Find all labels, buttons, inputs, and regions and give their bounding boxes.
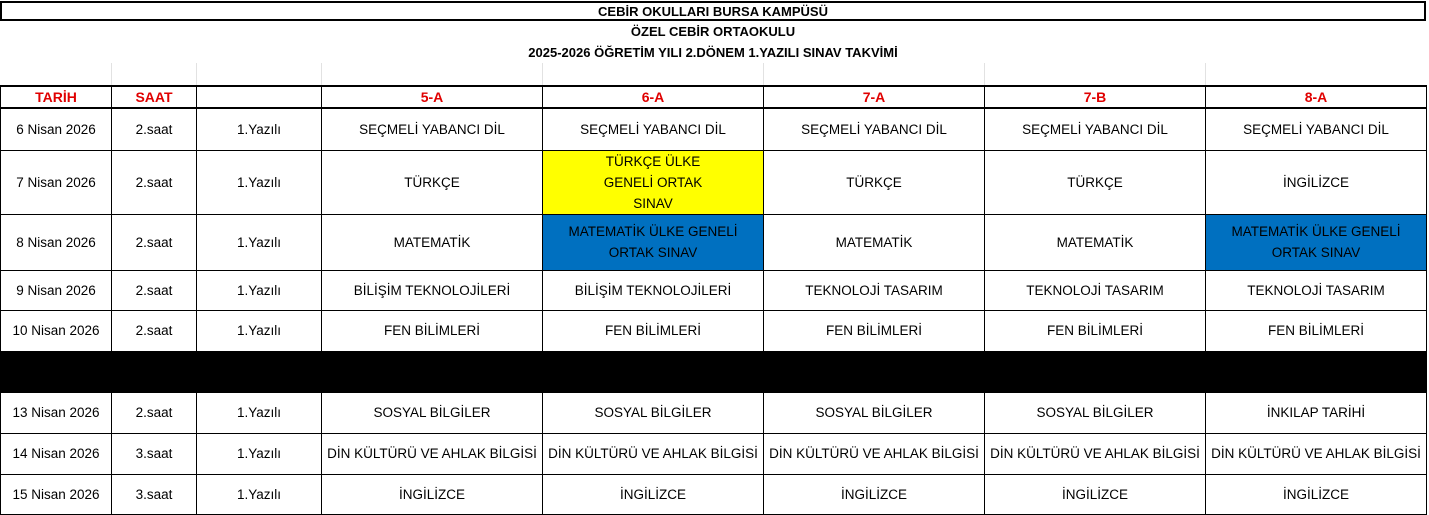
cell-time: 2.saat <box>112 270 197 310</box>
cell-date: 8 Nisan 2026 <box>1 214 112 270</box>
cell-7a: TEKNOLOJİ TASARIM <box>764 270 985 310</box>
cell-7b: DİN KÜLTÜRÜ VE AHLAK BİLGİSİ <box>985 433 1206 474</box>
cell-5a: SEÇMELİ YABANCI DİL <box>322 108 543 150</box>
table-row <box>1 270 1427 310</box>
cell-7a: FEN BİLİMLERİ <box>764 310 985 351</box>
cell-exam: 1.Yazılı <box>197 108 322 150</box>
cell-time: 2.saat <box>112 392 197 433</box>
school-name: ÖZEL CEBİR ORTAOKULU <box>630 24 796 39</box>
exam-schedule-table <box>0 85 1427 515</box>
cell-exam: 1.Yazılı <box>197 433 322 474</box>
cell-time: 3.saat <box>112 433 197 474</box>
cell-date: 15 Nisan 2026 <box>1 474 112 514</box>
cell-5a: FEN BİLİMLERİ <box>322 310 543 351</box>
cell-7b: TÜRKÇE <box>985 150 1206 214</box>
cell-7b: SEÇMELİ YABANCI DİL <box>985 108 1206 150</box>
table-row <box>1 310 1427 351</box>
col-header-6a: 6-A <box>543 86 764 108</box>
cell-8a: İNKILAP TARİHİ <box>1206 392 1427 433</box>
cell-8a: İNGİLİZCE <box>1206 474 1427 514</box>
table-header-row <box>1 86 1427 108</box>
table-row <box>1 474 1427 514</box>
cell-exam: 1.Yazılı <box>197 392 322 433</box>
cell-exam: 1.Yazılı <box>197 270 322 310</box>
cell-time: 2.saat <box>112 108 197 150</box>
cell-7b: TEKNOLOJİ TASARIM <box>985 270 1206 310</box>
col-header-7b: 7-B <box>985 86 1206 108</box>
cell-7b: FEN BİLİMLERİ <box>985 310 1206 351</box>
col-header-7a: 7-A <box>764 86 985 108</box>
cell-5a: İNGİLİZCE <box>322 474 543 514</box>
table-row <box>1 392 1427 433</box>
black-separator-bar <box>1 351 1427 392</box>
col-header-8a: 8-A <box>1206 86 1427 108</box>
cell-7b: MATEMATİK <box>985 214 1206 270</box>
cell-date: 9 Nisan 2026 <box>1 270 112 310</box>
cell-6a: DİN KÜLTÜRÜ VE AHLAK BİLGİSİ <box>543 433 764 474</box>
cell-7a: SOSYAL BİLGİLER <box>764 392 985 433</box>
cell-7a: TÜRKÇE <box>764 150 985 214</box>
cell-exam: 1.Yazılı <box>197 310 322 351</box>
cell-exam: 1.Yazılı <box>197 474 322 514</box>
table-row <box>1 214 1427 270</box>
cell-6a: SEÇMELİ YABANCI DİL <box>543 108 764 150</box>
cell-8a: FEN BİLİMLERİ <box>1206 310 1427 351</box>
cell-time: 2.saat <box>112 310 197 351</box>
cell-time: 2.saat <box>112 214 197 270</box>
col-header-5a: 5-A <box>322 86 543 108</box>
cell-6a: FEN BİLİMLERİ <box>543 310 764 351</box>
cell-6a: İNGİLİZCE <box>543 474 764 514</box>
table-row <box>1 433 1427 474</box>
cell-7a: SEÇMELİ YABANCI DİL <box>764 108 985 150</box>
table-row <box>1 150 1427 214</box>
cell-5a: BİLİŞİM TEKNOLOJİLERİ <box>322 270 543 310</box>
cell-8a: SEÇMELİ YABANCI DİL <box>1206 108 1427 150</box>
cell-date: 10 Nisan 2026 <box>1 310 112 351</box>
cell-5a: TÜRKÇE <box>322 150 543 214</box>
cell-7b: SOSYAL BİLGİLER <box>985 392 1206 433</box>
cell-date: 7 Nisan 2026 <box>1 150 112 214</box>
weekend-separator <box>1 351 1427 392</box>
cell-time: 3.saat <box>112 474 197 514</box>
campus-title: CEBİR OKULLARI BURSA KAMPÜSÜ <box>0 1 1426 21</box>
cell-5a: MATEMATİK <box>322 214 543 270</box>
cell-7a: İNGİLİZCE <box>764 474 985 514</box>
cell-7a: MATEMATİK <box>764 214 985 270</box>
cell-7a: DİN KÜLTÜRÜ VE AHLAK BİLGİSİ <box>764 433 985 474</box>
cell-8a: İNGİLİZCE <box>1206 150 1427 214</box>
cell-6a: BİLİŞİM TEKNOLOJİLERİ <box>543 270 764 310</box>
cell-5a: SOSYAL BİLGİLER <box>322 392 543 433</box>
cell-8a: TEKNOLOJİ TASARIM <box>1206 270 1427 310</box>
schedule-title: 2025-2026 ÖĞRETİM YILI 2.DÖNEM 1.YAZILI SINAV TAKVİMİ <box>528 45 898 60</box>
col-header-time: SAAT <box>112 86 197 108</box>
cell-8a: DİN KÜLTÜRÜ VE AHLAK BİLGİSİ <box>1206 433 1427 474</box>
cell-date: 14 Nisan 2026 <box>1 433 112 474</box>
cell-exam: 1.Yazılı <box>197 150 322 214</box>
cell-time: 2.saat <box>112 150 197 214</box>
cell-6a-highlight-yellow: TÜRKÇE ÜLKE GENELİ ORTAK SINAV <box>543 150 764 214</box>
cell-exam: 1.Yazılı <box>197 214 322 270</box>
col-header-date: TARİH <box>1 86 112 108</box>
cell-8a-highlight-blue: MATEMATİK ÜLKE GENELİ ORTAK SINAV <box>1206 214 1427 270</box>
cell-date: 6 Nisan 2026 <box>1 108 112 150</box>
col-header-exam <box>197 86 322 108</box>
cell-5a: DİN KÜLTÜRÜ VE AHLAK BİLGİSİ <box>322 433 543 474</box>
cell-6a-highlight-blue: MATEMATİK ÜLKE GENELİ ORTAK SINAV <box>543 214 764 270</box>
cell-date: 13 Nisan 2026 <box>1 392 112 433</box>
cell-6a: SOSYAL BİLGİLER <box>543 392 764 433</box>
table-row <box>1 108 1427 150</box>
spacer-row <box>0 63 1426 85</box>
cell-7b: İNGİLİZCE <box>985 474 1206 514</box>
